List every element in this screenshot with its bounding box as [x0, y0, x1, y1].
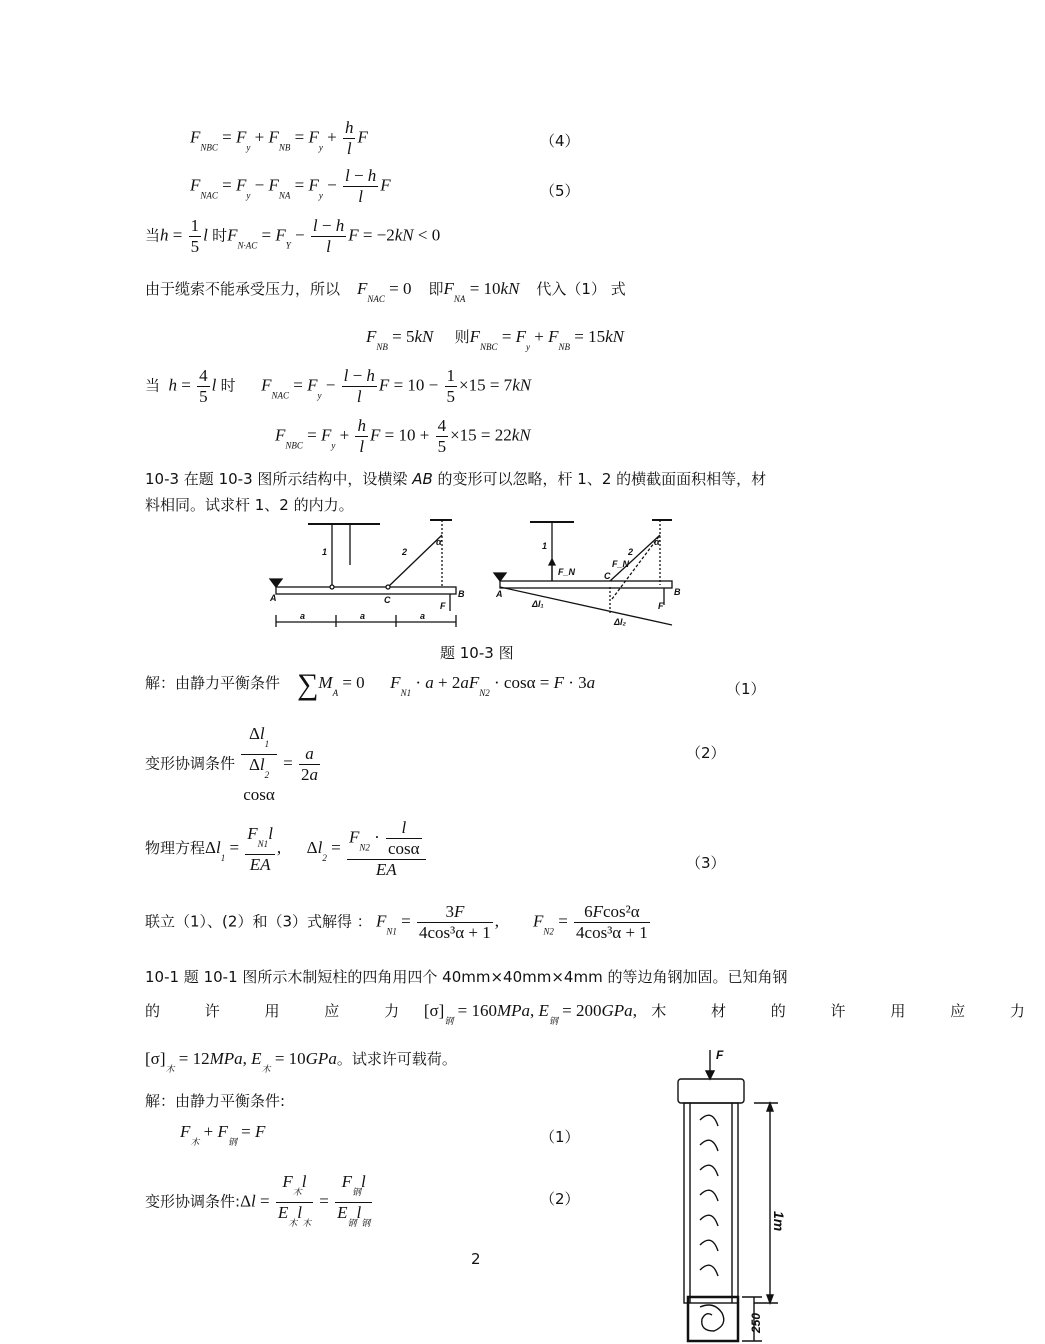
equation-5: $F_{NAC} = F_y - F_{NA} = F_y$ − $\frac{l - h}{l}$ F — [190, 166, 391, 206]
fig-right-B: B — [674, 587, 681, 597]
joint-solution: 联立（1）、(2）和（3）式解得 ： $F_{N1}$ = $\frac{3F}{\text{4cos³α + 1}}$ , $F_{N2}$ = $\frac{\text{6Fcos²α}}{\text{4cos³α + 1}}$ — [145, 902, 648, 942]
eq2-number: （2） — [686, 744, 726, 762]
problem-10-3-line1: 10-3 在题 10-3 图所示结构中，设横梁 AB 的变形可以忽略，杆 1、2 的横截面面积相等，材 — [145, 470, 767, 488]
problem-10-1-line3: $[\sigma]_木 = 12MPa$, $E_木 = 10GPa$。试求许可载荷。 — [145, 1049, 457, 1074]
fig-right-C: C — [604, 571, 611, 581]
fig-right-FN1: F_N — [558, 567, 576, 577]
figure-10-3 — [260, 515, 700, 635]
page-number: 2 — [471, 1250, 481, 1268]
fig-right-dl2: Δl₂ — [614, 617, 626, 627]
figure-10-3-caption: 题 10-3 图 — [440, 644, 514, 662]
fig101-dim: 250 — [749, 1312, 763, 1333]
fig-right-r2: 2 — [628, 547, 634, 557]
problem-10-1-line2: 的 许 用 应 力 $[\sigma]_钢 = 160MPa$, $E_钢 = 200GPa$, 木 材 的 许 用 应 力 — [145, 1001, 1045, 1026]
fig-left-F: F — [440, 601, 446, 611]
fig101-F: F — [716, 1048, 724, 1062]
fig-left-C: C — [384, 595, 391, 605]
fig-right-F: F — [658, 601, 664, 611]
fig-right-FN2: F_N — [612, 559, 630, 569]
eq-10-1-2-number: （2） — [540, 1190, 580, 1208]
fig-right-A: A — [496, 589, 503, 599]
eq-10-1-1-number: （1） — [540, 1128, 580, 1146]
cable-line: 由于缆索不能承受压力，所以 $F_{NAC} = 0$ 即$F_{NA} = 10kN$ 代入（1） 式 — [145, 279, 626, 304]
fig-left-r1: 1 — [322, 547, 328, 557]
case2-nbc-line: $F_{NBC} = F_y$ + $\frac{h}{l}$ F = 10 + $\frac{4}{5}$ ×15 = 22kN — [275, 416, 531, 456]
fig-left-a1: a — [300, 611, 306, 621]
fig-right-alpha: α — [654, 537, 660, 547]
compatibility-10-1: 变形协调条件:Δl = $\frac{F_木l}{E_木l_木}$ = $\frac{F_钢l}{E_钢l_钢}$ — [145, 1172, 374, 1233]
equation-4: $F_{NBC} = F_y + F_{NB} = F_y$ + $\frac{h}{l}$ F — [190, 118, 368, 158]
fnb-line: $F_{NB} = 5kN$ 则$F_{NBC} = F_y + F_{NB} = 15kN$ — [366, 327, 625, 352]
eq3-number: （3） — [686, 854, 726, 872]
figure-10-1 — [670, 1045, 790, 1344]
fig-left-B: B — [458, 589, 465, 599]
eq5-number: （5） — [540, 182, 580, 200]
fig-right-dl1: Δl₁ — [532, 599, 544, 609]
fig-left-a2: a — [360, 611, 366, 621]
equilibrium-10-1: $F_木 + F_钢 = F$ — [180, 1122, 266, 1147]
case1-line: 当h = $\frac{1}{5}$ l 时$F_{N\cdot AC} = F_Y$ − $\frac{l - h}{l}$ F = −2kN < 0 — [145, 216, 441, 256]
fig-left-A: A — [270, 593, 277, 603]
fig101-length: 1m — [771, 1211, 787, 1232]
solution-10-1-label: 解：由静力平衡条件: — [145, 1092, 286, 1110]
eq4-number: （4） — [540, 132, 580, 150]
problem-10-3-line2: 料相同。试求杆 1、2 的内力。 — [145, 496, 354, 514]
case2-line: 当 h = $\frac{4}{5}$ l 时 $F_{NAC} = F_y$ − $\frac{l - h}{l}$ F = 10 − $\frac{1}{5}$ ×15 = 7kN — [145, 366, 532, 406]
fig-left-r2: 2 — [402, 547, 408, 557]
fig-left-a3: a — [420, 611, 426, 621]
problem-10-1-line1: 10-1 题 10-1 图所示木制短柱的四角用四个 40mm×40mm×4mm 的等边角钢加固。已知角钢 — [145, 968, 788, 986]
fig-right-r1: 1 — [542, 541, 548, 551]
equilibrium-equation: 解：由静力平衡条件 $\sum M_A = 0$ $F_{N1} \cdot a + 2aF_{N2} \cdot \cos\alpha = F \cdot 3a$ — [145, 668, 596, 701]
fig-left-alpha: α — [436, 537, 442, 547]
physical-equation: 物理方程$\Delta l_1$ = $\frac{F_{N1}l}{EA}$ , $\Delta l_2$ = $F_{N2}$ · $\frac{l}{\cos\alpha}$ EA — [145, 818, 428, 880]
compatibility-equation: 变形协调条件 $\Delta l_1$ $\Delta l_2$ cosα = $\frac{a}{2a}$ — [145, 724, 318, 804]
eq1-number: （1） — [726, 680, 766, 698]
